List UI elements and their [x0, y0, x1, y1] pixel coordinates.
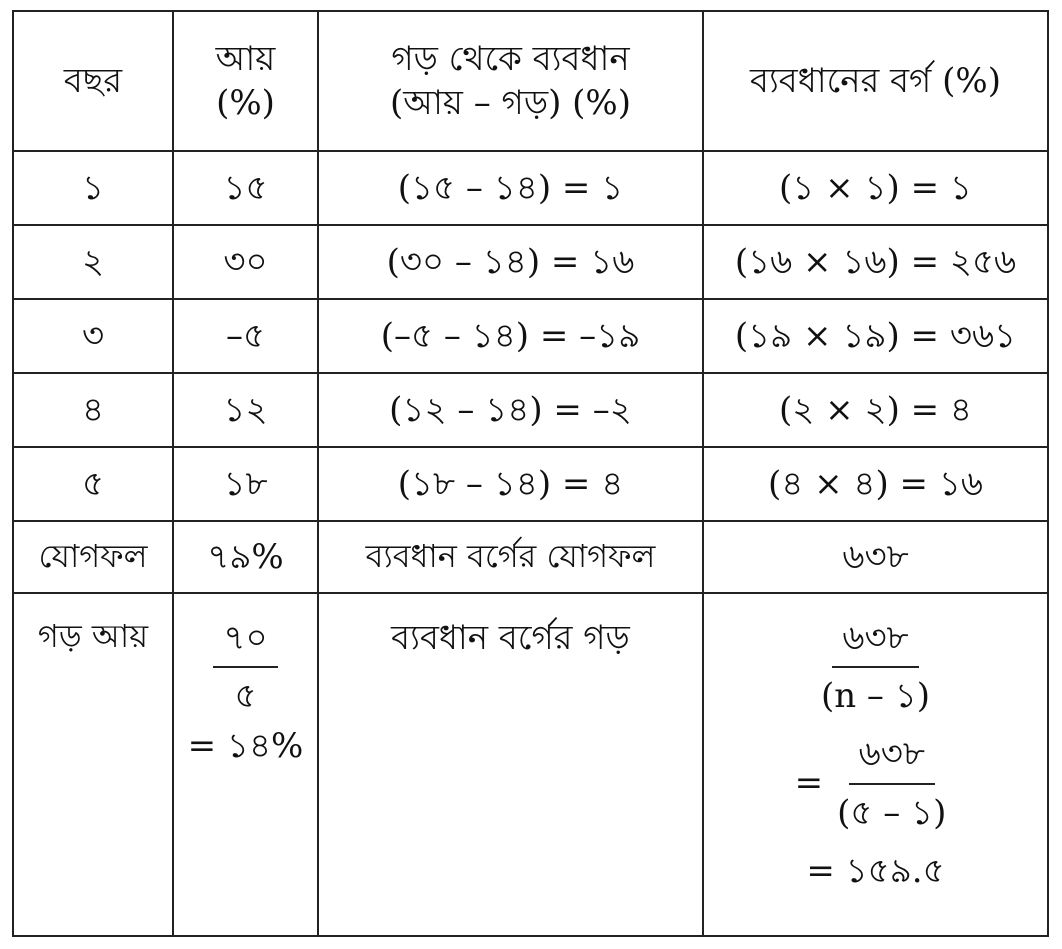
income-cell: ১৮ — [173, 447, 318, 521]
squared-cell: (১৬ × ১৬) = ২৫৬ — [703, 225, 1048, 299]
fraction-denominator: ৫ — [234, 676, 257, 717]
fraction-numerator: ৭০ — [213, 616, 277, 668]
mean-row — [13, 593, 1048, 936]
variance-result: = ১৫৯.৫ — [806, 850, 945, 891]
header-income: আয় (%) — [173, 11, 318, 151]
variance-table — [12, 10, 1049, 937]
variance-cell — [703, 593, 1048, 936]
sum-deviation-label: ব্যবধান বর্গের যোগফল — [318, 521, 703, 593]
header-year: বছর — [13, 11, 173, 151]
header-deviation: গড় থেকে ব্যবধান (আয় – গড়) (%) — [318, 11, 703, 151]
table-row — [13, 447, 1048, 521]
mean-income-fraction — [213, 616, 277, 718]
sum-label: যোগফল — [13, 521, 173, 593]
mean-deviation-label: ব্যবধান বর্গের গড় — [318, 593, 703, 936]
table-row — [13, 225, 1048, 299]
deviation-cell: (১৫ – ১৪) = ১ — [318, 151, 703, 225]
squared-cell: (২ × ২) = ৪ — [703, 373, 1048, 447]
sum-row — [13, 521, 1048, 593]
year-cell: ২ — [13, 225, 173, 299]
fraction-denominator: (n – ১) — [820, 676, 931, 717]
header-squared: ব্যবধানের বর্গ (%) — [703, 11, 1048, 151]
fraction-numerator: ৬৩৮ — [832, 616, 918, 668]
squared-cell: (৪ × ৪) = ১৬ — [703, 447, 1048, 521]
year-cell: ১ — [13, 151, 173, 225]
table-row — [13, 373, 1048, 447]
sum-income: ৭৯% — [173, 521, 318, 593]
variance-fraction-substituted — [827, 732, 956, 834]
table-row — [13, 299, 1048, 373]
year-cell: ৩ — [13, 299, 173, 373]
deviation-cell: (১৮ – ১৪) = ৪ — [318, 447, 703, 521]
income-cell: –৫ — [173, 299, 318, 373]
sum-squared-total: ৬৩৮ — [703, 521, 1048, 593]
equals-sign: = — [794, 763, 824, 804]
fraction-denominator: (৫ – ১) — [837, 792, 947, 833]
year-cell: ৫ — [13, 447, 173, 521]
mean-label: গড় আয় — [13, 593, 173, 936]
header-row — [13, 11, 1048, 151]
income-cell: ১২ — [173, 373, 318, 447]
table-row — [13, 151, 1048, 225]
variance-substituted — [795, 732, 957, 834]
fraction-numerator: ৬৩৮ — [849, 732, 935, 784]
deviation-cell: (–৫ – ১৪) = –১৯ — [318, 299, 703, 373]
income-cell: ৩০ — [173, 225, 318, 299]
squared-cell: (১৯ × ১৯) = ৩৬১ — [703, 299, 1048, 373]
deviation-cell: (৩০ – ১৪) = ১৬ — [318, 225, 703, 299]
year-cell: ৪ — [13, 373, 173, 447]
variance-fraction-general — [811, 616, 940, 718]
deviation-cell: (১২ – ১৪) = –২ — [318, 373, 703, 447]
mean-income-result: = ১৪% — [187, 726, 304, 767]
mean-income-cell — [173, 593, 318, 936]
squared-cell: (১ × ১) = ১ — [703, 151, 1048, 225]
income-cell: ১৫ — [173, 151, 318, 225]
